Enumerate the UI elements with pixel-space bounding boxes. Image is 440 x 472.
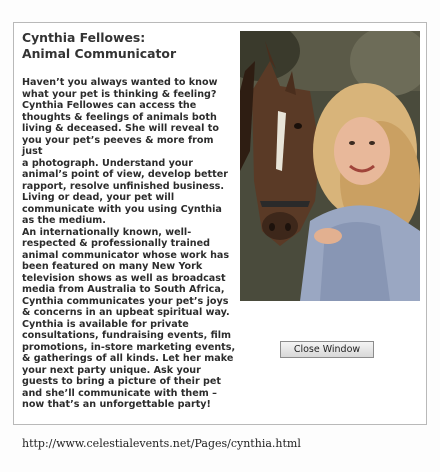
title-role: Animal Communicator — [22, 46, 177, 61]
close-window-button[interactable]: Close Window — [280, 341, 374, 358]
photo-woman-with-horse — [240, 31, 420, 301]
page-url: http://www.celestialevents.net/Pages/cynthia.html — [22, 437, 301, 450]
page-title — [22, 30, 232, 62]
description-text: Haven’t you always wanted to know what your pet is thinking & feeling? Cynthia Fellowes can access the thoughts & feelings of animals both living & deceased. She will reveal to you your pet’s peeves & more from just a photograph. Understand your animal’s point of view, develop better rapport, resolve unfinished business. Living or dead, your pet will communicate with you using Cynthia as the medium. An internationally known, well- respected & professionally trained animal communicator whose work has been featured on many New York television shows as well as broadcast media from Australia to South Africa, Cynthia communicates your pet’s joys & concerns in an upbeat spiritual way. Cynthia is available for private consultations, fundraising events, film promotions, in-store marketing events, & gatherings of all kinds. Let her make your next party unique. Ask your guests to bring a picture of their pet and she’ll communicate with them – now that’s an unforgettable party! — [22, 77, 236, 410]
title-name: Cynthia Fellowes: — [22, 30, 146, 45]
